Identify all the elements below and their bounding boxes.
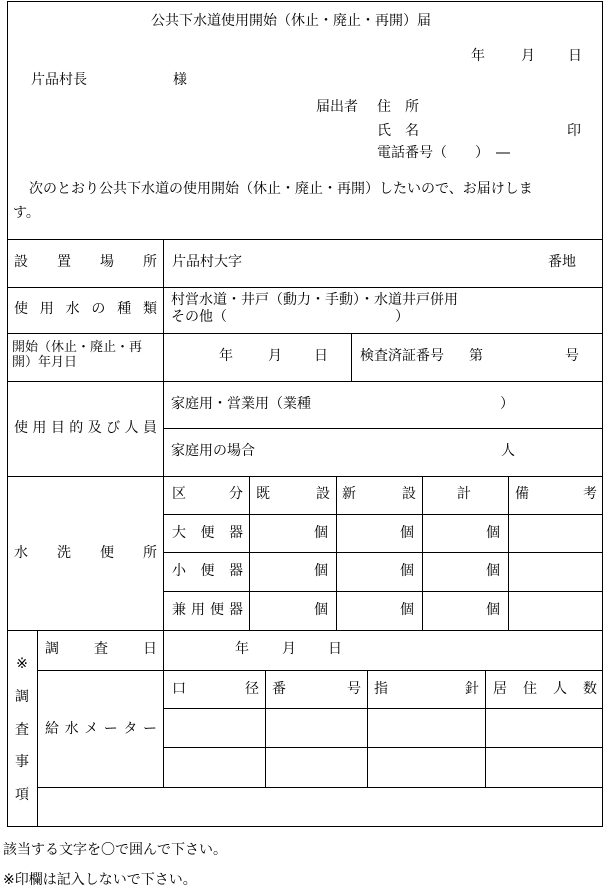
honorific: 様 <box>173 72 187 88</box>
toilet-row-kenyo: 兼 用 便 器 <box>172 602 243 618</box>
addressee: 片品村長 <box>31 72 87 88</box>
toilet-label: 水 洗 便 所 <box>14 545 157 561</box>
meter-label: 給 水 メ ー タ ー <box>45 721 157 737</box>
unit-cell[interactable]: 個 <box>486 602 500 618</box>
note-line-1: 該当する文字を〇で囲んで下さい。 <box>3 842 227 858</box>
purpose-label: 使 用 目 的 及 び 人 員 <box>14 420 157 436</box>
toilet-header-kubun: 区 分 <box>172 486 243 502</box>
start-year[interactable]: 年 <box>219 348 233 364</box>
start-month[interactable]: 月 <box>268 348 282 364</box>
toilet-header-total: 計 <box>457 486 471 502</box>
form-frame <box>7 1 603 827</box>
household-unit: 人 <box>501 443 515 459</box>
name-label: 氏 名 <box>377 123 419 139</box>
unit-cell[interactable]: 個 <box>314 525 328 541</box>
meter-header-residents: 居 住 人 数 <box>493 681 597 697</box>
survey-day[interactable]: 日 <box>328 641 342 657</box>
date-day: 日 <box>568 48 582 64</box>
meter-header-reading: 指 針 <box>374 681 479 697</box>
inspection-label: 検査済証番号 <box>360 348 444 364</box>
unit-cell[interactable]: 個 <box>400 563 414 579</box>
water-type-options[interactable]: 村営水道・井戸（動力・手動）・水道井戸併用 <box>171 292 458 308</box>
phone-label: 電話番号（ ） ― <box>377 145 510 161</box>
survey-month[interactable]: 月 <box>282 641 296 657</box>
body-line-2: す。 <box>13 205 40 221</box>
start-date-label-1: 開始（休止・廃止・再 <box>12 340 143 355</box>
unit-cell[interactable]: 個 <box>486 563 500 579</box>
water-type-label: 使 用 水 の 種 類 <box>14 301 157 317</box>
location-suffix: 番地 <box>548 254 576 270</box>
purpose-close: ） <box>500 396 514 412</box>
address-label: 住 所 <box>377 99 419 115</box>
unit-cell[interactable]: 個 <box>400 602 414 618</box>
start-date-label-2: 開）年月日 <box>12 355 78 370</box>
location-label: 設 置 場 所 <box>14 254 157 270</box>
body-line-1: 次のとおり公共下水道の使用開始（休止・廃止・再開）したいので、お届けしま <box>29 181 533 197</box>
start-day[interactable]: 日 <box>314 348 328 364</box>
inspection-dai: 第 <box>469 348 483 364</box>
survey-label: ※ 調 査 事 項 <box>15 656 29 803</box>
meter-header-number: 番 号 <box>272 681 361 697</box>
toilet-header-kisetsu: 既 設 <box>256 486 330 502</box>
purpose-options[interactable]: 家庭用・営業用（業種 <box>171 396 311 412</box>
applicant-label: 届出者 <box>316 99 358 115</box>
form-title: 公共下水道使用開始（休止・廃止・再開）届 <box>151 13 431 29</box>
toilet-header-shinsetsu: 新 設 <box>342 486 416 502</box>
location-value[interactable]: 片品村大字 <box>172 254 242 270</box>
household-label: 家庭用の場合 <box>171 443 255 459</box>
toilet-row-shobenki: 小 便 器 <box>172 563 243 579</box>
survey-date-label: 調 査 日 <box>45 641 157 657</box>
seal-mark: 印 <box>567 123 581 139</box>
toilet-header-remarks: 備 考 <box>515 486 597 502</box>
date-year: 年 <box>471 48 485 64</box>
date-month: 月 <box>521 48 535 64</box>
toilet-row-daibenki: 大 便 器 <box>172 525 243 541</box>
unit-cell[interactable]: 個 <box>486 525 500 541</box>
inspection-go: 号 <box>565 348 579 364</box>
water-type-other[interactable]: その他（ ） <box>171 309 409 325</box>
unit-cell[interactable]: 個 <box>314 602 328 618</box>
meter-header-caliber: 口 径 <box>172 681 259 697</box>
unit-cell[interactable]: 個 <box>314 563 328 579</box>
survey-year[interactable]: 年 <box>235 641 249 657</box>
note-line-2: ※印欄は記入しないで下さい。 <box>3 872 197 888</box>
unit-cell[interactable]: 個 <box>400 525 414 541</box>
